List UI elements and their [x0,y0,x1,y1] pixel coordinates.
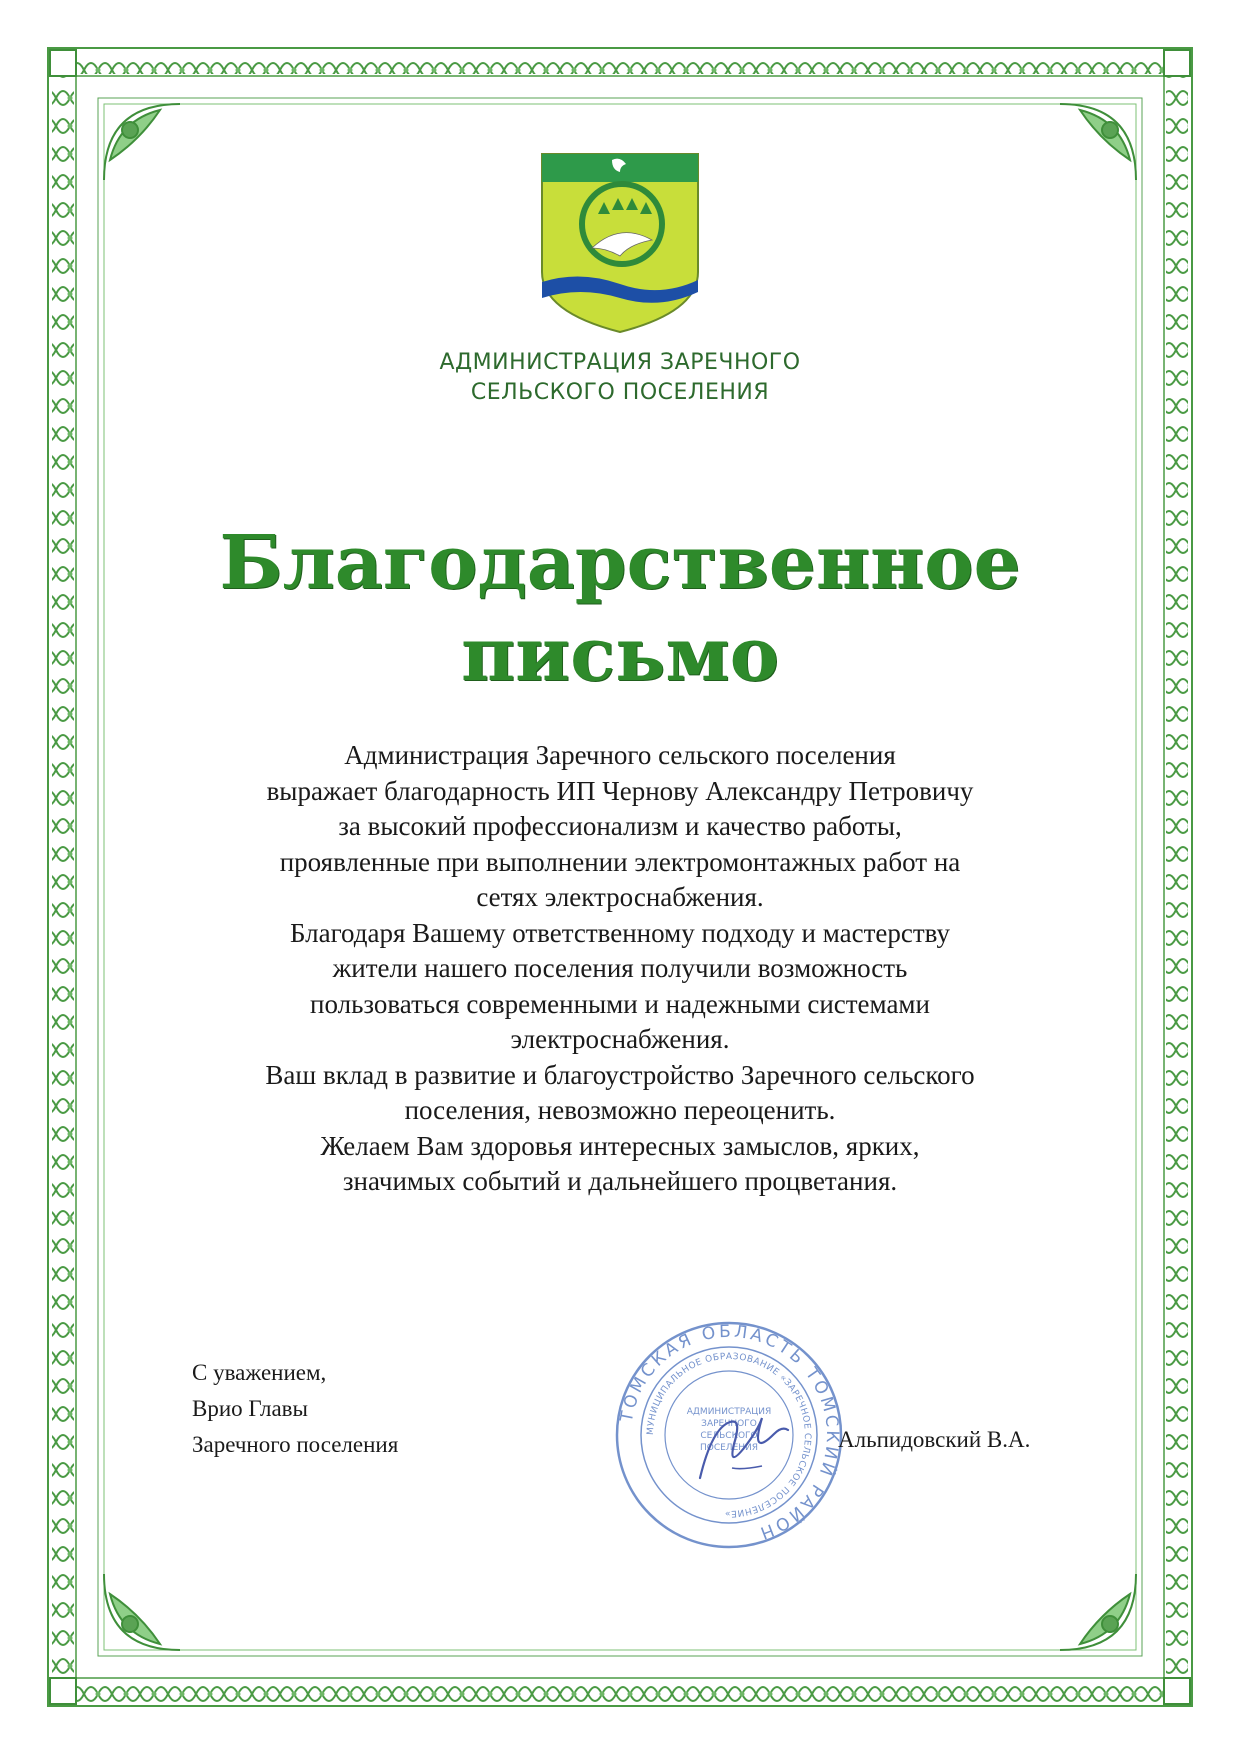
body-line: поселения, невозможно переоценить. [404,1095,836,1125]
title-line-2: письмо [461,612,779,698]
body-line: значимых событий и дальнейшего процветания. [342,1166,898,1196]
body-line: сетях электроснабжения. [476,882,764,912]
stamp-center-text: АДМИНИСТРАЦИЯ ЗАРЕЧНОГО СЕЛЬСКОГО ПОСЕЛЕНИЯ [686,1407,772,1453]
body-line: пользоваться современными и надежными системами [310,988,930,1019]
body-line: Благодаря Вашему ответственному подходу и мастерству [290,917,950,948]
organization-line-1: АДМИНИСТРАЦИЯ ЗАРЕЧНОГО [439,350,801,375]
body-line: выражает благодарность ИП Чернову Александру Петровичу [266,775,974,806]
official-stamp [612,1318,846,1552]
body-line: проявленные при выполнении электромонтажных работ на [279,846,961,877]
body-line: Администрация Заречного сельского поселения [344,740,896,770]
signer-position: Врио Главы [192,1396,308,1421]
corner-ornament-top-right [1060,104,1136,180]
signer-organization: Заречного поселения [192,1432,399,1457]
corner-ornament-top-left [104,104,180,180]
body-line: за высокий профессионализм и качество работы, [338,811,902,841]
stamp-middle-text: МУНИЦИПАЛЬНОЕ ОБРАЗОВАНИЕ «ЗАРЕЧНОЕ СЕЛЬСКОЕ ПОСЕЛЕНИЕ» [645,1351,813,1519]
coat-of-arms-icon [540,152,700,334]
title-line-1: Благодарственное [219,520,1021,606]
body-line: электроснабжения. [510,1024,730,1054]
corner-ornament-bottom-left [104,1574,180,1650]
organization-line-2: СЕЛЬСКОГО ПОСЕЛЕНИЯ [470,380,770,405]
body-line: Желаем Вам здоровья интересных замыслов, ярких, [320,1130,920,1161]
signature-block [192,1355,398,1463]
body-line: Ваш вклад в развитие и благоустройство Заречного сельского [265,1059,975,1090]
signer-name: Альпидовский В.А. [838,1427,1031,1452]
corner-ornament-bottom-right [1060,1574,1136,1650]
stamp-outer-text: ТОМСКАЯ ОБЛАСТЬ ТОМСКИЙ РАЙОН [616,1321,843,1544]
body-line: жители нашего поселения получили возможность [332,953,908,983]
closing-phrase: С уважением, [192,1360,327,1385]
letter-body [170,738,1070,1200]
